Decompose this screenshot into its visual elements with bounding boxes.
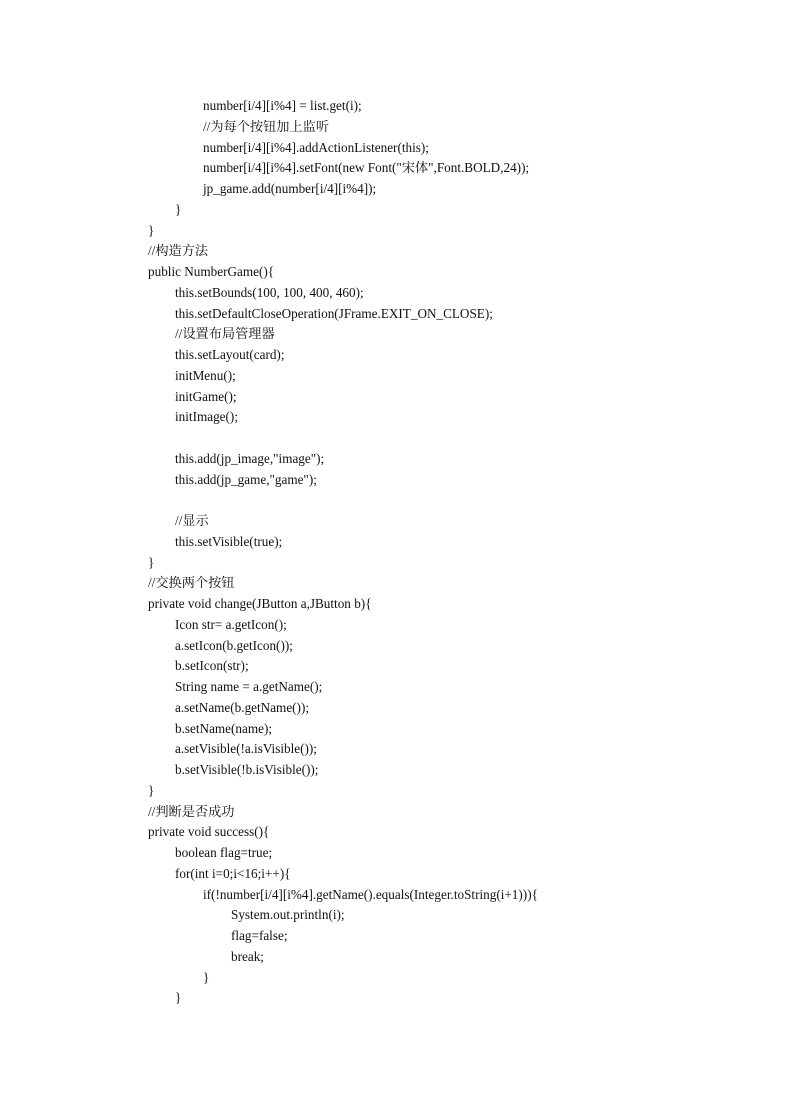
code-line: this.add(jp_game,"game");: [175, 471, 317, 487]
code-line: initImage();: [175, 409, 238, 425]
code-comment-line: //为每个按钮加上监听: [203, 118, 330, 134]
code-line: initMenu();: [175, 367, 236, 383]
code-line: }: [175, 990, 182, 1006]
code-comment-line: //构造方法: [148, 243, 209, 259]
code-comment-line: //判断是否成功: [148, 803, 235, 819]
code-line: }: [148, 222, 155, 238]
code-line: if(!number[i/4][i%4].getName().equals(Integer.toString(i+1))){: [203, 886, 538, 902]
code-line: }: [203, 969, 210, 985]
code-line: this.setBounds(100, 100, 400, 460);: [175, 284, 364, 300]
code-line: }: [148, 782, 155, 798]
code-comment-line: //设置布局管理器: [175, 326, 275, 342]
code-line: String name = a.getName();: [175, 679, 323, 694]
code-line: b.setIcon(str);: [175, 658, 249, 674]
code-line: initGame();: [175, 388, 237, 404]
code-line: flag=false;: [231, 928, 288, 943]
code-comment-line: //显示: [175, 513, 209, 528]
code-line: this.setDefaultCloseOperation(JFrame.EXIT_ON_CLOSE);: [175, 305, 493, 321]
code-line: private void change(JButton a,JButton b){: [148, 596, 372, 611]
code-line: [148, 490, 768, 511]
code-line: number[i/4][i%4].setFont(new Font("宋体",Font.BOLD,24));: [203, 160, 530, 176]
code-line: a.setName(b.getName());: [175, 699, 310, 715]
code-line: System.out.println(i);: [231, 907, 345, 923]
code-line: }: [175, 201, 182, 217]
code-comment-line: //交换两个按钮: [148, 575, 235, 591]
code-line: a.setVisible(!a.isVisible());: [175, 741, 317, 757]
code-line: this.add(jp_image,"image");: [175, 450, 325, 466]
code-line: a.setIcon(b.getIcon());: [175, 637, 293, 653]
code-line: this.setVisible(true);: [175, 533, 283, 549]
code-line: number[i/4][i%4] = list.get(i);: [203, 98, 362, 113]
code-line: b.setVisible(!b.isVisible());: [175, 762, 319, 777]
code-line: this.setLayout(card);: [175, 347, 285, 362]
code-listing: [148, 96, 768, 1009]
code-line: break;: [231, 948, 264, 964]
code-line: number[i/4][i%4].addActionListener(this);: [203, 139, 429, 155]
code-line: public NumberGame(){: [148, 264, 275, 279]
code-line: Icon str= a.getIcon();: [175, 616, 287, 632]
code-line: for(int i=0;i<16;i++){: [175, 865, 291, 881]
code-line: private void success(){: [148, 824, 270, 840]
code-line: }: [148, 554, 155, 570]
code-line: [148, 428, 768, 449]
code-line: jp_game.add(number[i/4][i%4]);: [203, 181, 377, 196]
code-line: boolean flag=true;: [175, 845, 273, 860]
code-line: b.setName(name);: [175, 720, 273, 736]
